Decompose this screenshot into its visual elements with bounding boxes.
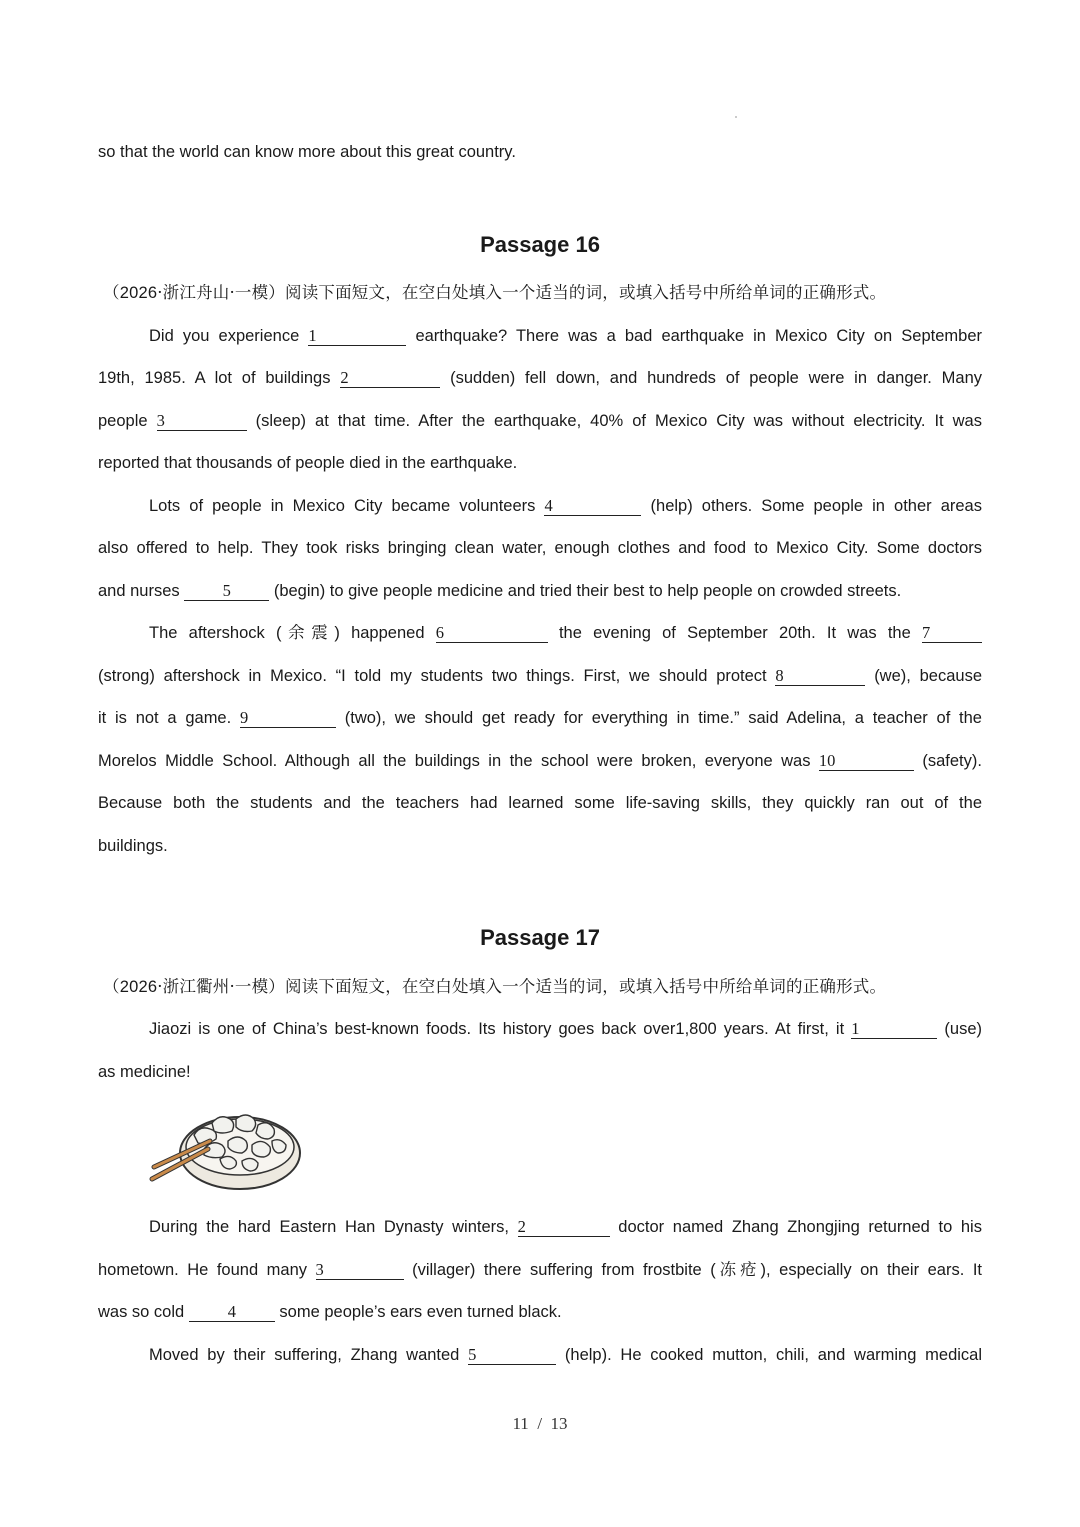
blank-4[interactable]: 4 bbox=[189, 1303, 275, 1322]
p16-line-2: 19th, 1985. A lot of buildings 2 (sudden) fell down, and hundreds of people were in danger. Many bbox=[98, 368, 983, 387]
p16-line-9: (strong) aftershock in Mexico. “I told my students two things. First, we should protect 8 (we), because bbox=[98, 666, 982, 685]
carryover-line: so that the world can know more about this great country. bbox=[98, 143, 516, 161]
passage-16-source: （2026·浙江舟山·一模）阅读下面短文，在空白处填入一个适当的词，或填入括号中所给单词的正确形式。 bbox=[103, 283, 887, 302]
blank-2[interactable]: 2 bbox=[340, 369, 440, 388]
p16-line-1: Did you experience 1 earthquake? There was a bad earthquake in Mexico City on September bbox=[149, 326, 983, 345]
p16-line-8: The aftershock (余震) happened 6 the evening of September 20th. It was the 7 bbox=[149, 622, 982, 644]
p16-line-4: reported that thousands of people died in the earthquake. bbox=[98, 454, 518, 472]
passage-17-title: Passage 17 bbox=[480, 925, 600, 950]
blank-3[interactable]: 3 bbox=[316, 1261, 404, 1280]
p17-line-1: Jiaozi is one of China’s best-known foods. Its history goes back over1,800 years. At first, it 1 (use) bbox=[149, 1019, 982, 1038]
p16-line-11: Morelos Middle School. Although all the buildings in the school were broken, everyone was 10 (safety). bbox=[98, 751, 982, 770]
p17-line-2: as medicine! bbox=[98, 1063, 191, 1081]
blank-1[interactable]: 1 bbox=[308, 327, 406, 346]
blank-4[interactable]: 4 bbox=[544, 497, 641, 516]
blank-5[interactable]: 5 bbox=[184, 582, 269, 601]
blank-5[interactable]: 5 bbox=[468, 1346, 556, 1365]
p16-line-3: people 3 (sleep) at that time. After the earthquake, 40% of Mexico City was without electricity. It was bbox=[98, 411, 982, 430]
blank-7[interactable]: 7 bbox=[922, 624, 982, 643]
p17-line-4: hometown. He found many 3 (villager) there suffering from frostbite (冻疮), especially on their ears. It bbox=[98, 1260, 982, 1279]
blank-6[interactable]: 6 bbox=[436, 624, 548, 643]
blank-3[interactable]: 3 bbox=[157, 412, 247, 431]
p17-line-5: was so cold 4 some people’s ears even turned black. bbox=[98, 1302, 562, 1321]
page-number: 11 / 13 bbox=[512, 1414, 568, 1433]
passage-16-title: Passage 16 bbox=[480, 232, 600, 257]
blank-9[interactable]: 9 bbox=[240, 709, 336, 728]
p16-line-6: also offered to help. They took risks bringing clean water, enough clothes and food to Mexico City. Some doctors bbox=[98, 539, 982, 557]
p17-line-6: Moved by their suffering, Zhang wanted 5 (help). He cooked mutton, chili, and warming medical bbox=[149, 1345, 982, 1364]
p16-line-7: and nurses 5 (begin) to give people medicine and tried their best to help people on crowded streets. bbox=[98, 581, 902, 600]
passage-17-source: （2026·浙江衢州·一模）阅读下面短文，在空白处填入一个适当的词，或填入括号中所给单词的正确形式。 bbox=[103, 977, 887, 996]
blank-2[interactable]: 2 bbox=[518, 1218, 610, 1237]
blank-8[interactable]: 8 bbox=[775, 667, 865, 686]
p16-line-10: it is not a game. 9 (two), we should get ready for everything in time.” said Adelina, a teacher of the bbox=[98, 708, 982, 727]
speck bbox=[735, 116, 737, 118]
p17-line-3: During the hard Eastern Han Dynasty winters, 2 doctor named Zhang Zhongjing returned to his bbox=[149, 1217, 982, 1236]
blank-10[interactable]: 10 bbox=[819, 752, 914, 771]
p16-line-12: Because both the students and the teachers had learned some life-saving skills, they quickly ran out of the bbox=[98, 794, 982, 812]
dumplings-bowl-image bbox=[148, 1101, 306, 1193]
p16-line-13: buildings. bbox=[98, 837, 168, 855]
blank-1[interactable]: 1 bbox=[851, 1020, 937, 1039]
p16-line-5: Lots of people in Mexico City became volunteers 4 (help) others. Some people in other areas bbox=[149, 496, 982, 515]
